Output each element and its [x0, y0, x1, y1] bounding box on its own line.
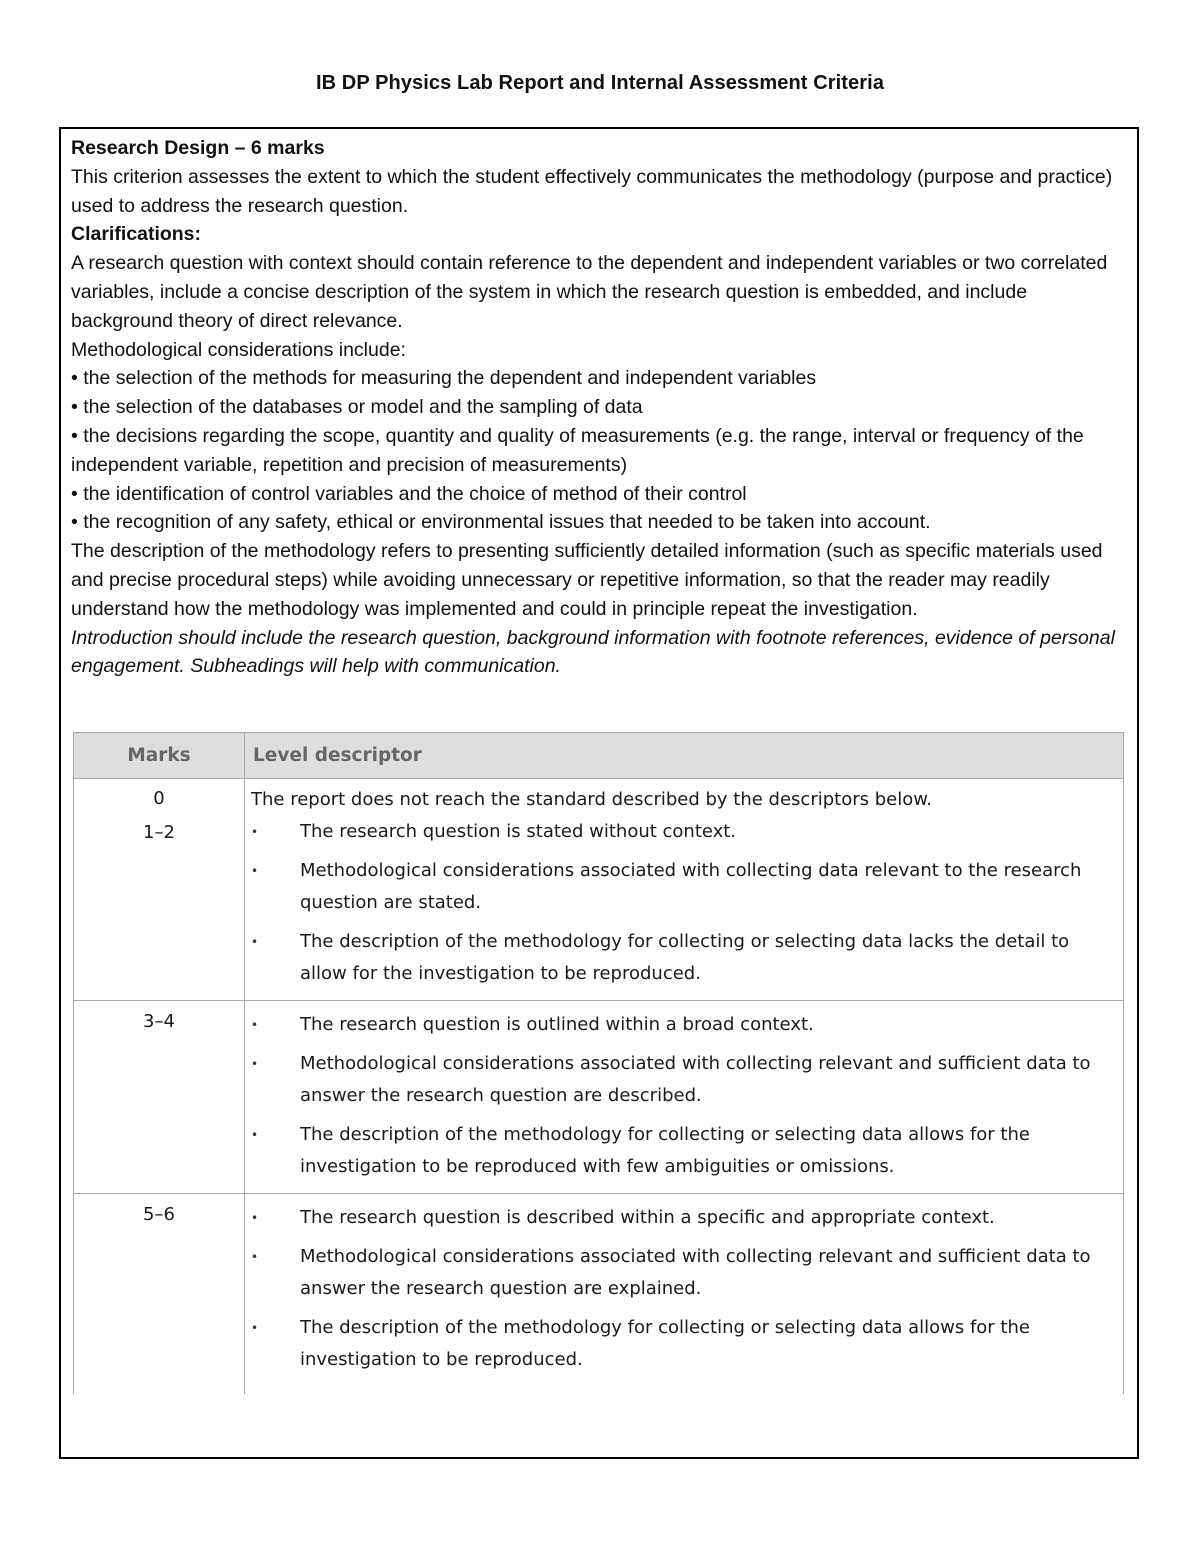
criterion-heading: Research Design – 6 marks [71, 137, 325, 159]
descriptor-list [245, 1009, 1123, 1193]
bullet-icon: • [251, 1128, 259, 1142]
bullet-icon: • [251, 1211, 259, 1225]
bullet-icon: • [251, 1018, 259, 1032]
list-item: • The research question is described within a specific and appropriate context. [245, 1202, 1123, 1234]
page-title: IB DP Physics Lab Report and Internal Assessment Criteria [315, 72, 885, 94]
marks-cell: 0 [74, 779, 245, 817]
consideration-item: • the recognition of any safety, ethical or environmental issues that needed to be taken into account. [71, 511, 931, 534]
table-row [74, 816, 1124, 1001]
consideration-item: • the decisions regarding the scope, quantity and quality of measurements (e.g. the range, interval or frequency of the independent variable, repetition and precision of measurements) [71, 424, 1084, 476]
descriptor-list [245, 816, 1123, 1000]
methodology-description: The description of the methodology refers to presenting sufficiently detailed information (such as specific materials used and precise procedural steps) while avoiding unnecessary or repetitive information, so that the reader may readily understand how the methodology was implemented and could in principle repeat the investigation. [71, 540, 1103, 620]
list-item: • Methodological considerations associated with collecting relevant and sufficient data to answer the research question are described. [245, 1048, 1123, 1112]
list-item: • The research question is stated without context. [245, 816, 1123, 848]
list-item: • The description of the methodology for collecting or selecting data allows for the investigation to be reproduced with few ambiguities or omissions. [245, 1119, 1123, 1183]
marks-column-header: Marks [74, 733, 245, 779]
criterion-intro: This criterion assesses the extent to which the student effectively communicates the methodology (purpose and practice) used to address the research question. [71, 165, 1113, 217]
table-row [74, 1001, 1124, 1194]
clarifications-label: Clarifications: [71, 223, 202, 246]
criterion-box [59, 127, 1139, 1459]
table-row [74, 1194, 1124, 1395]
consideration-item: • the selection of the databases or model and the sampling of data [71, 396, 643, 419]
consideration-item: • the identification of control variables and the choice of method of their control [71, 482, 747, 505]
list-item: • The description of the methodology for collecting or selecting data lacks the detail to allow for the investigation to be reproduced. [245, 926, 1123, 990]
bullet-icon: • [251, 935, 259, 949]
bullet-icon: • [251, 1321, 259, 1335]
methodological-intro: Methodological considerations include: [71, 338, 406, 361]
descriptor-column-header: Level descriptor [245, 733, 1124, 779]
descriptor-cell: The report does not reach the standard described by the descriptors below. [245, 779, 1124, 817]
rubric-table [73, 732, 1124, 1394]
descriptor-cell [245, 1194, 1124, 1395]
marks-cell: 1–2 [74, 816, 245, 1001]
rubric-header-row [74, 733, 1124, 779]
introduction-note: Introduction should include the research question, background information with footnote references, evidence of personal engagement. Subheadings will help with communication. [71, 626, 1115, 678]
list-item: • Methodological considerations associated with collecting data relevant to the research question are stated. [245, 855, 1123, 919]
bullet-icon: • [251, 1250, 259, 1264]
descriptor-list [245, 1202, 1123, 1386]
research-question-text: A research question with context should contain reference to the dependent and independent variables or two correlated variables, include a concise description of the system in which the research question is embedded, and include background theory of direct relevance. [71, 252, 1108, 332]
marks-cell: 3–4 [74, 1001, 245, 1194]
descriptor-cell [245, 816, 1124, 1001]
bullet-icon: • [251, 825, 259, 839]
list-item: • The description of the methodology for collecting or selecting data allows for the investigation to be reproduced. [245, 1312, 1123, 1376]
consideration-item: • the selection of the methods for measuring the dependent and independent variables [71, 367, 817, 390]
list-item: • Methodological considerations associated with collecting relevant and sufficient data to answer the research question are explained. [245, 1241, 1123, 1305]
marks-cell: 5–6 [74, 1194, 245, 1395]
bullet-icon: • [251, 1057, 259, 1071]
descriptor-cell [245, 1001, 1124, 1194]
table-row [74, 779, 1124, 817]
list-item: • The research question is outlined within a broad context. [245, 1009, 1123, 1041]
criterion-text [71, 134, 1133, 681]
bullet-icon: • [251, 864, 259, 878]
